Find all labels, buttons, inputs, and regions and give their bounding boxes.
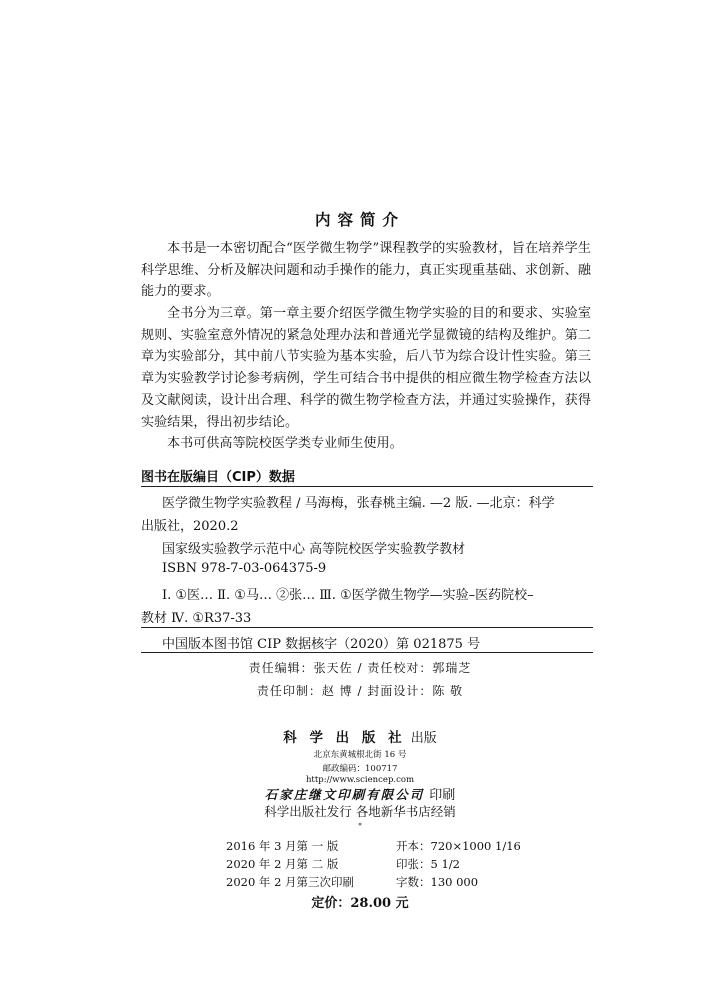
cip-line-4: ISBN 978-7-03-064375-9 — [162, 561, 327, 576]
cip-bottom-rule — [141, 652, 593, 653]
cip-middle-rule — [141, 627, 593, 628]
cip-line-2: 出版社，2020.2 — [141, 519, 239, 534]
publisher-postcode: 邮政编码：100717 — [322, 764, 398, 774]
publisher-line — [0, 726, 720, 746]
distribution-line: 科学出版社发行 各地新华书店经销 — [264, 804, 456, 819]
cip-line-3: 国家级实验教学示范中心 高等院校医学实验教学教材 — [162, 542, 466, 557]
editors-line-1: 责任编辑：张天佐 / 责任校对：郭瑞芝 — [248, 661, 472, 675]
summary-heading: 内容简介 — [314, 211, 405, 229]
publisher-name: 科 学 出 版 社 — [283, 730, 406, 746]
cip-line-5: Ⅰ. ①医… Ⅱ. ①马… ②张… Ⅲ. ①医学微生物学—实验–医药院校– — [162, 588, 534, 603]
cip-title: 图书在版编目（CIP）数据 — [141, 470, 295, 485]
edition-left: 2020 年 2 月第 二 版 — [226, 857, 339, 871]
summary-paragraph-3: 本书可供高等院校医学类专业师生使用。 — [167, 436, 403, 451]
price: 定价：28.00 元 — [311, 896, 409, 911]
publisher-address: 北京东黄城根北街 16 号 — [313, 750, 407, 760]
edition-row-1 — [226, 838, 521, 854]
cip-line-7: 中国版本图书馆 CIP 数据核字（2020）第 021875 号 — [162, 637, 481, 652]
cip-top-rule — [141, 486, 593, 487]
publisher-url: http://www.sciencep.com — [305, 775, 415, 785]
summary-paragraph-1: 本书是一本密切配合“医学微生物学”课程教学的实验教材，旨在培养学生科学思维、分析及解决问题和动手操作的能力，真正实现重基础、求创新、融能力的要求。 — [141, 241, 591, 300]
edition-left: 2016 年 3 月第 一 版 — [226, 839, 339, 853]
edition-left: 2020 年 2 月第三次印刷 — [226, 875, 355, 889]
editors-line-2: 责任印制：赵 博 / 封面设计：陈 敬 — [256, 684, 464, 698]
edition-row-2 — [226, 856, 460, 872]
edition-row-3 — [226, 874, 478, 890]
cip-line-1: 医学微生物学实验教程 / 马海梅，张春桃主编. —2 版. —北京：科学 — [162, 496, 555, 511]
printer-line — [0, 784, 720, 803]
edition-right: 印张：5 1/2 — [396, 857, 460, 871]
edition-right: 开本：720×1000 1/16 — [396, 839, 521, 853]
edition-right: 字数：130 000 — [396, 875, 479, 889]
printer-name: 石家庄继文印刷有限公司 — [264, 787, 425, 802]
printer-suffix: 印刷 — [429, 788, 456, 803]
publisher-suffix: 出版 — [410, 731, 437, 746]
summary-paragraph-2: 全书分为三章。第一章主要介绍医学微生物学实验的目的和要求、实验室规则、实验室意外情况的紧急处理办法和普通光学显微镜的结构及维护。第二章为实验部分，其中前八节实验为基本实验，后八节为综合设计性实验。第三章为实验教学讨论参考病例，学生可结合书中提供的相应微生物学检查方法以及文献阅读，设计出合理、科学的微生物学检查方法，并通过实验操作，获得实验结果，得出初步结论。 — [141, 306, 591, 430]
separator-dot: * — [358, 822, 362, 830]
cip-line-6: 教材 Ⅳ. ①R37-33 — [141, 611, 252, 626]
